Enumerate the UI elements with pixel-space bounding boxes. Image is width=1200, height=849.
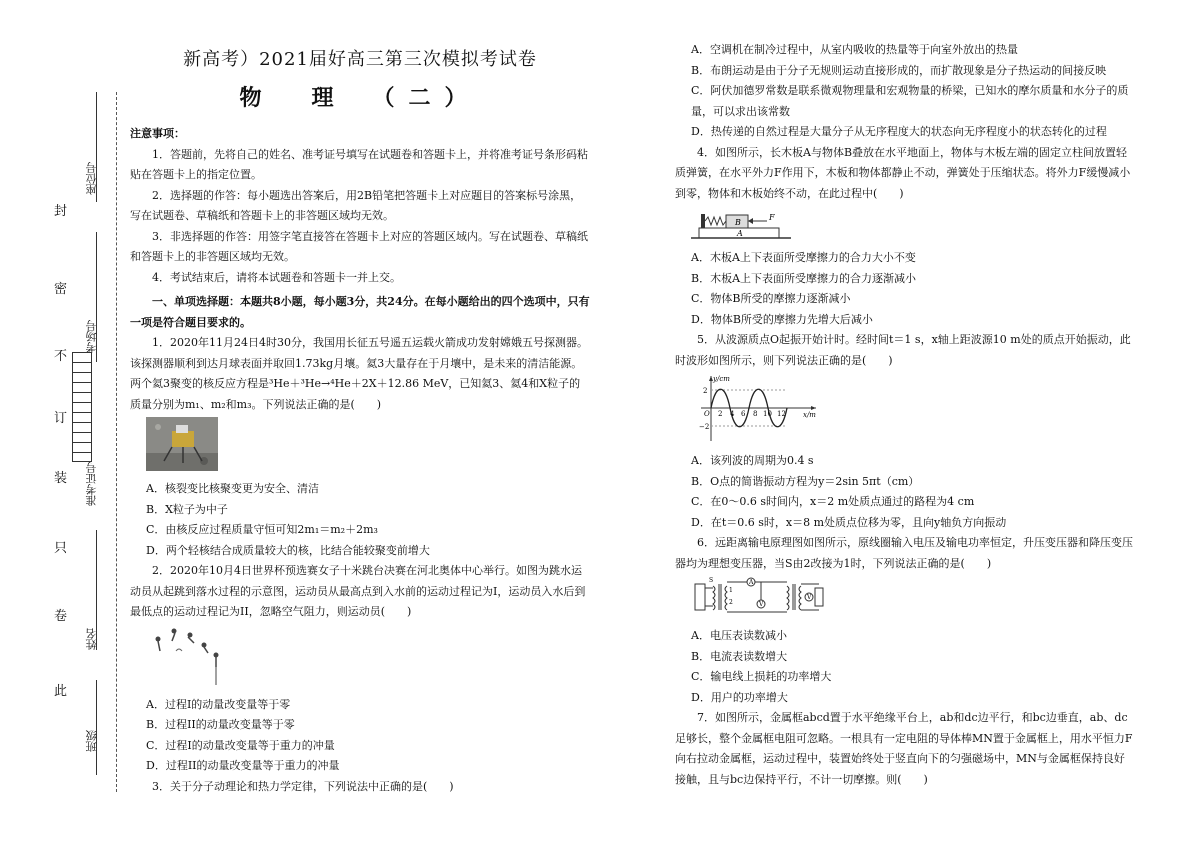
- right-column: [675, 40, 1135, 790]
- transmission-circuit-figure: [691, 576, 1135, 622]
- field-class: 班级: [85, 730, 98, 752]
- x-tick: 12: [777, 410, 786, 418]
- question-2-stem: 2．2020年10月4日世界杯预选赛女子十米跳台决赛在河北奥体中心举行。如图为跳水运动员从起跳到落水过程的示意图，运动员从最高点到入水前的运动过程记为I，运动员入水后到最低点的运动过程记为II，忽略空气阻力，则运动员( ): [130, 564, 586, 618]
- x-tick: 4: [730, 410, 735, 418]
- q4-option-d: D．物体B所受的摩擦力先增大后减小: [691, 312, 873, 326]
- note-item: 3．非选择题的作答：用签字笔直接答在答题卡上对应的答题区域内。写在试题卷、草稿纸和答题卡上的非答题区域均无效。: [130, 229, 588, 263]
- spring-block-figure: [691, 206, 1135, 244]
- question-7-stem: 7．如图所示，金属框abcd置于水平绝缘平台上，ab和dc边平行，和bc边垂直，ab、dc足够长，整个金属框电阻可忽略。一根具有一定电阻的导体棒MN置于金属框上，用水平恒力F向右拉动金属框，运动过程中，装置始终处于竖直向下的匀强磁场中，MN与金属框保持良好接触，且与bc边保持平行，不计一切摩擦。则( ): [675, 711, 1133, 786]
- q1-option-b: B．X粒子为中子: [146, 502, 228, 516]
- q6-option-d: D．用户的功率增大: [691, 690, 788, 704]
- question-3-stem: 3．关于分子动理论和热力学定律，下列说法中正确的是( ): [152, 779, 454, 793]
- board-a-label: A: [737, 229, 743, 238]
- q3-option-d: D．热传递的自然过程是大量分子从无序程度大的状态向无序程度小的状态转化的过程: [691, 125, 1107, 138]
- terminal-2-label: 2: [729, 599, 733, 606]
- q2-option-d: D．过程II的动量改变量等于重力的冲量: [146, 759, 340, 772]
- q2-option-c: C．过程I的动量改变量等于重力的冲量: [146, 738, 335, 752]
- origin-label: O: [704, 410, 710, 418]
- class-line: [96, 680, 97, 775]
- seal-char-bu: 不: [54, 349, 68, 364]
- question-5-stem: 5．从波源质点O起振开始计时。经时间t＝1 s，x轴上距波源10 m处的质点开始振动，此时波形如图所示，则下列说法正确的是( ): [675, 333, 1131, 367]
- switch-s-label: S: [709, 577, 714, 584]
- field-name: 姓名: [85, 628, 98, 650]
- q6-option-c: C．输电线上损耗的功率增大: [691, 670, 832, 683]
- exam-id-boxes: [72, 352, 92, 462]
- x-tick: 2: [718, 410, 723, 418]
- q3-option-a: A．空调机在制冷过程中，从室内吸收的热量等于向室外放出的热量: [691, 43, 1018, 56]
- q5-option-c: C．在0～0.6 s时间内，x＝2 m处质点通过的路程为4 cm: [691, 495, 975, 508]
- seal-char-mi: 密: [54, 282, 68, 297]
- question-6-stem: 6．远距离输电原理图如图所示，原线圈输入电压及输电功率恒定，升压变压器和降压变压器均为理想变压器，当S由2改接为1时，下列说法正确的是( ): [675, 536, 1133, 570]
- voltmeter-label: V: [759, 601, 764, 608]
- terminal-1-label: 1: [729, 587, 733, 594]
- seal-dashed-line: [116, 92, 117, 792]
- field-seat-number: 座位号: [85, 162, 98, 195]
- q5-option-d: D．在t＝0.6 s时，x＝8 m处质点位移为零，且向y轴负方向振动: [691, 515, 1007, 529]
- binding-margin: [0, 0, 125, 849]
- q2-option-a: A．过程I的动量改变量等于零: [146, 697, 291, 711]
- q1-option-a: A．核裂变比核聚变更为安全、清洁: [146, 482, 319, 495]
- q5-option-b: B．O点的简谐振动方程为y＝2sin 5πt（cm）: [691, 474, 920, 488]
- subject-title: 物 理 （二）: [239, 85, 481, 111]
- seal-char-juan: 卷: [54, 609, 68, 624]
- q6-option-b: B．电流表读数增大: [691, 649, 788, 663]
- q3-option-c: C．阿伏加德罗常数是联系微观物理量和宏观物量的桥梁，已知水的摩尔质量和水分子的质量，可以求出该常数: [691, 84, 1129, 118]
- diver-figure: [146, 625, 590, 691]
- q1-option-c: C．由核反应过程质量守恒可知2m₁＝m₂＋2m₃: [146, 523, 378, 536]
- wave-graph: [691, 373, 1135, 447]
- q3-option-b: B．布朗运动是由于分子无规则运动直接形成的，而扩散现象是分子热运动的间接反映: [691, 63, 1107, 77]
- q4-option-a: A．木板A上下表面所受摩擦力的合力大小不变: [691, 251, 916, 264]
- x-axis-label: x/m: [803, 411, 816, 419]
- note-item: 4．考试结束后，请将本试题卷和答题卡一并上交。: [152, 270, 401, 284]
- block-b-label: B: [735, 218, 741, 227]
- seal-char-zhi: 只: [54, 541, 68, 556]
- y-tick: 2: [703, 387, 708, 395]
- seal-char-zhuang: 装: [54, 471, 68, 486]
- q4-option-b: B．木板A上下表面所受摩擦力的合力逐渐减小: [691, 271, 917, 285]
- question-1-stem: 1．2020年11月24日4时30分，我国用长征五号遥五运载火箭成功发射嫦娥五号探测器。该探测器顺利到达月球表面并取回1.73kg月壤。氦3大量存在于月壤中，是未来的清洁能源。两个氦3聚变的核反应方程是³He＋³He→⁴He＋2X＋12.86 MeV，已知氦3、氦4和X粒子的质量分别为m₁、m₂和m₃。下列说法正确的是( ): [130, 336, 588, 411]
- notes-heading: 注意事项：: [130, 127, 185, 140]
- q2-option-b: B．过程II的动量改变量等于零: [146, 718, 295, 731]
- lunar-probe-photo: [146, 417, 590, 475]
- force-f-label: F: [769, 213, 775, 222]
- note-item: 1．答题前，先将自己的姓名、准考证号填写在试题卷和答题卡上，并将准考证号条形码粘贴在答题卡上的指定位置。: [130, 147, 588, 181]
- seal-char-ding: 订: [54, 411, 68, 426]
- question-4-stem: 4．如图所示，长木板A与物体B叠放在水平地面上，物体与木板左端的固定立柱间放置轻质弹簧，在水平外力F作用下，木板和物体都静止不动，弹簧处于压缩状态。将外力F缓慢减小到零，物体和木板始终不动，在此过程中( ): [675, 145, 1131, 200]
- field-exam-id: 准考证号: [85, 462, 98, 506]
- q1-option-d: D．两个轻核结合成质量较大的核，比结合能较聚变前增大: [146, 543, 430, 557]
- x-tick: 6: [741, 410, 746, 418]
- section-heading: 一、单项选择题：本题共8小题，每小题3分，共24分。在每小题给出的四个选项中，只有一项是符合题目要求的。: [130, 295, 590, 329]
- y-axis-label: y/cm: [713, 375, 730, 383]
- q5-option-a: A．该列波的周期为0.4 s: [691, 454, 814, 467]
- x-tick: 10: [763, 410, 772, 418]
- q4-option-c: C．物体B所受的摩擦力逐渐减小: [691, 292, 851, 305]
- user-voltmeter-label: V: [807, 594, 812, 601]
- left-column: [130, 45, 590, 797]
- ammeter-label: A: [749, 579, 754, 586]
- field-exam-room: 考场号: [85, 320, 98, 353]
- seal-char-feng: 封: [54, 204, 68, 219]
- y-tick: −2: [699, 423, 710, 431]
- x-tick: 8: [753, 410, 758, 418]
- note-item: 2．选择题的作答：每小题选出答案后，用2B铅笔把答题卡上对应题目的答案标号涂黑，写在试题卷、草稿纸和答题卡上的非答题区域均无效。: [130, 188, 582, 222]
- seal-char-ci: 此: [54, 684, 68, 699]
- q6-option-a: A．电压表读数减小: [691, 629, 787, 642]
- exam-title: 新高考）2021届好高三第三次模拟考试卷: [183, 49, 537, 70]
